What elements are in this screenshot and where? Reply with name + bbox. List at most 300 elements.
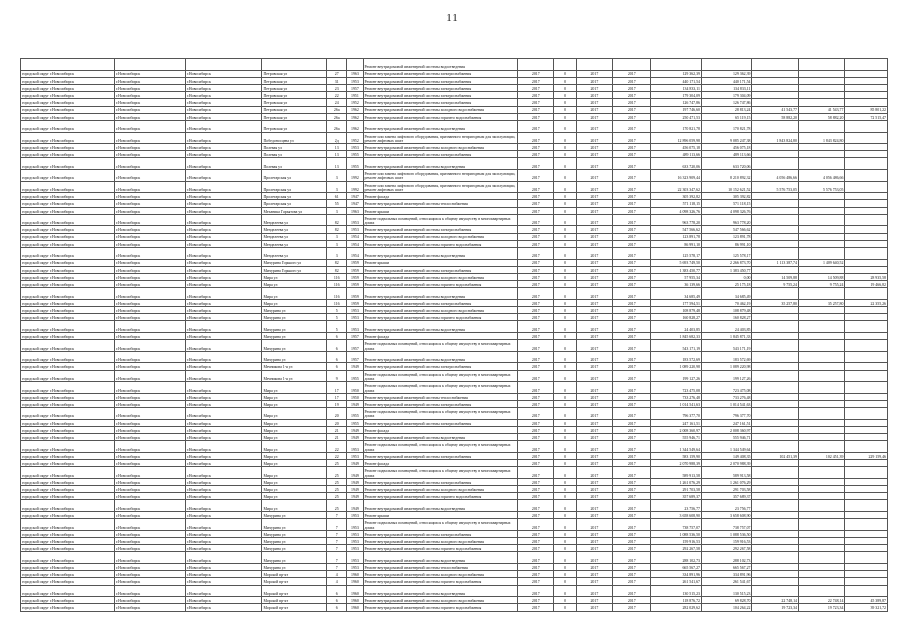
cell-year: 1959 [347,299,363,306]
cell-house: 7 [327,564,347,571]
cell-fund-cost: 123 891,78 [701,233,752,240]
cell-fund-cost: 247 161,51 [701,419,752,426]
table-row [21,321,888,333]
cell-start-year: 2017 [576,500,612,512]
cell-cost-b [798,571,844,578]
table-row [21,226,888,233]
cell-work-type: Ремонт крыши [363,207,518,214]
capital-repair-table [20,58,888,612]
cell-city: г.Новосибирск [185,382,262,394]
cell-total-cost: 183 572,69 [651,351,702,363]
table-row [21,363,888,370]
cell-start-year: 2017 [576,351,612,363]
cell-total-cost: 125 578,17 [651,247,702,259]
cell-start-year: 2017 [576,240,612,247]
cell-start-year: 2017 [576,604,612,611]
cell-work-type: Ремонт внутридомовой инженерной системы холодного водоснабжения [363,144,518,151]
cell-city: г.Новосибирск [185,151,262,158]
cell-settlement: г.Новосибирск [114,92,185,99]
cell-stage: 0 [554,170,576,182]
cell-year: 1954 [347,247,363,259]
cell-cost-b [798,99,844,106]
cell-cost-b: 35 257,80 [798,299,844,306]
cell-city: г.Новосибирск [185,441,262,453]
cell-cost-a [752,585,798,597]
cell-cost-a: 4 056 486,66 [752,170,798,182]
cell-street: Мичурина Горького ул [262,266,327,273]
table-row [21,426,888,433]
cell-street: Менделеева ул [262,240,327,247]
cell-municipality: городской округ г.Новосибирск [21,363,115,370]
cell-work-type: Ремонт внутридомовой инженерной системы водоотведения [363,288,518,300]
cell-city: г.Новосибирск [185,486,262,493]
table-row [21,84,888,91]
cell-total-cost: 357 689,37 [651,493,702,500]
cell-settlement: г.Новосибирск [114,99,185,106]
cell-start-year: 2017 [576,120,612,132]
cell-plan-year: 2017 [518,333,554,340]
cell-settlement: г.Новосибирск [114,233,185,240]
cell-settlement: г.Новосибирск [114,604,185,611]
cell-plan-year: 2017 [518,370,554,382]
cell-end-year: 2017 [613,363,651,370]
cell-cost-c [845,321,888,333]
cell-start-year: 2017 [576,181,612,193]
cell-municipality: городской округ г.Новосибирск [21,512,115,519]
cell-street: Мечникова 1-я ул [262,370,327,382]
cell-municipality: городской округ г.Новосибирск [21,226,115,233]
cell-total-cost: 723 475,08 [651,382,702,394]
cell-cost-b [798,92,844,99]
cell-end-year: 2017 [613,512,651,519]
cell-city: г.Новосибирск [185,519,262,531]
cell-total-cost: 160 828,27 [651,314,702,321]
cell-municipality: городской округ г.Новосибирск [21,77,115,84]
cell-fund-cost: 1 383 450,77 [701,266,752,273]
cell-street: Пролетарская ул [262,181,327,193]
cell-stage: 0 [554,193,576,200]
cell-plan-year: 2017 [518,500,554,512]
cell-cost-c [845,193,888,200]
cell-city: г.Новосибирск [185,132,262,144]
cell-settlement: г.Новосибирск [114,452,185,459]
cell-cost-c [845,441,888,453]
cell-start-year: 2017 [576,401,612,408]
cell-total-cost: 555 946,71 [651,434,702,441]
cell-end-year [613,59,651,71]
cell-cost-a [752,77,798,84]
cell-stage: 0 [554,578,576,585]
cell-cost-c [845,214,888,226]
cell-total-cost: 5 693 749,50 [651,259,702,266]
cell-street: Менделеева ул [262,247,327,259]
cell-plan-year: 2017 [518,226,554,233]
cell-settlement: г.Новосибирск [114,340,185,352]
cell-year: 1953 [347,530,363,537]
cell-start-year: 2017 [576,207,612,214]
cell-plan-year: 2017 [518,273,554,280]
cell-plan-year: 2017 [518,478,554,485]
cell-municipality: городской округ г.Новосибирск [21,181,115,193]
cell-street: Петровская ул [262,77,327,84]
cell-plan-year: 2017 [518,393,554,400]
cell-municipality: городской округ г.Новосибирск [21,452,115,459]
cell-house: 5 [327,314,347,321]
cell-house: 21 [327,426,347,433]
cell-cost-c [845,84,888,91]
cell-work-type: Ремонт внутридомовой инженерной системы горячего водоснабжения [363,578,518,585]
cell-cost-a [752,288,798,300]
cell-street: Мичурина ул [262,538,327,545]
cell-street: Мира ул [262,273,327,280]
cell-stage: 0 [554,351,576,363]
cell-settlement: г.Новосибирск [114,478,185,485]
cell-work-type: Ремонт внутридомовой инженерной системы электроснабжения [363,77,518,84]
cell-settlement: г.Новосибирск [114,552,185,564]
cell-end-year: 2017 [613,538,651,545]
cell-total-cost: 24 403,85 [651,321,702,333]
cell-cost-c [845,181,888,193]
cell-work-type: Ремонт крыши [363,259,518,266]
cell-work-type: Ремонт внутридомовой инженерной системы теплоснабжения [363,564,518,571]
cell-house: 5 [327,307,347,314]
cell-municipality: городской округ г.Новосибирск [21,441,115,453]
cell-settlement: г.Новосибирск [114,419,185,426]
cell-settlement: г.Новосибирск [114,321,185,333]
cell-street: Петровская ул [262,120,327,132]
table-row [21,59,888,71]
cell-stage: 0 [554,92,576,99]
cell-stage: 0 [554,408,576,420]
cell-total-cost: 456 075,18 [651,144,702,151]
cell-cost-b [798,545,844,552]
cell-total-cost: 199 127,26 [651,370,702,382]
cell-municipality: городской округ г.Новосибирск [21,340,115,352]
cell-work-type: Ремонт внутридомовой инженерной системы водоотведения [363,351,518,363]
cell-stage: 0 [554,512,576,519]
cell-city: г.Новосибирск [185,200,262,207]
cell-end-year: 2017 [613,181,651,193]
cell-year: 1949 [347,401,363,408]
cell-start-year: 2017 [576,564,612,571]
cell-year: 1953 [347,519,363,531]
cell-street: Морской пр-кт [262,571,327,578]
cell-plan-year: 2017 [518,552,554,564]
cell-municipality: городской округ г.Новосибирск [21,200,115,207]
cell-stage: 0 [554,419,576,426]
cell-work-type: Ремонт фасада [363,333,518,340]
cell-total-cost: 547 566,62 [651,226,702,233]
cell-work-type: Ремонт внутридомовой инженерной системы водоотведения [363,321,518,333]
cell-municipality: городской округ г.Новосибирск [21,571,115,578]
cell-street: Мира ул [262,408,327,420]
cell-work-type: Ремонт внутридомовой инженерной системы электроснабжения [363,401,518,408]
cell-fund-cost: 723 475,08 [701,382,752,394]
cell-cost-b [798,370,844,382]
cell-total-cost: 2 008 360,97 [651,426,702,433]
cell-cost-a [752,193,798,200]
cell-house: 26а [327,113,347,120]
cell-settlement: г.Новосибирск [114,578,185,585]
cell-plan-year: 2017 [518,408,554,420]
cell-end-year: 2017 [613,434,651,441]
cell-stage: 0 [554,564,576,571]
cell-street: Мира ул [262,281,327,288]
cell-start-year [576,59,612,71]
cell-plan-year: 2017 [518,538,554,545]
cell-settlement: г.Новосибирск [114,151,185,158]
cell-municipality [21,59,115,71]
cell-year: 1955 [347,151,363,158]
cell-plan-year: 2017 [518,132,554,144]
cell-plan-year: 2017 [518,434,554,441]
cell-settlement: г.Новосибирск [114,281,185,288]
cell-municipality: городской округ г.Новосибирск [21,144,115,151]
cell-year: 1963 [347,70,363,77]
cell-house: 3 [327,240,347,247]
cell-house: 6 [327,585,347,597]
cell-street: Пролетарская ул [262,193,327,200]
cell-street: Петровская ул [262,99,327,106]
cell-city: г.Новосибирск [185,578,262,585]
cell-municipality: городской округ г.Новосибирск [21,552,115,564]
cell-work-type: Ремонт подвальных помещений, относящихся к общему имуществу в многоквартирных домах [363,382,518,394]
cell-cost-a [752,512,798,519]
cell-total-cost: 126 747,86 [651,99,702,106]
cell-cost-c [845,478,888,485]
cell-plan-year: 2017 [518,144,554,151]
cell-year: 1953 [347,314,363,321]
cell-plan-year: 2017 [518,401,554,408]
cell-cost-b [798,486,844,493]
cell-city: г.Новосибирск [185,597,262,604]
cell-stage: 0 [554,426,576,433]
cell-city: г.Новосибирск [185,273,262,280]
cell-end-year: 2017 [613,426,651,433]
table-row [21,170,888,182]
cell-total-cost: 1 383 450,77 [651,266,702,273]
cell-end-year: 2017 [613,132,651,144]
cell-settlement: г.Новосибирск [114,530,185,537]
cell-year: 1949 [347,486,363,493]
cell-cost-c [845,545,888,552]
cell-municipality: городской округ г.Новосибирск [21,214,115,226]
table-row [21,299,888,306]
cell-stage: 0 [554,493,576,500]
cell-fund-cost: 4 098 326,76 [701,207,752,214]
cell-work-type: Ремонт внутридомовой инженерной системы электроснабжения [363,266,518,273]
cell-municipality: городской округ г.Новосибирск [21,247,115,259]
cell-municipality: городской округ г.Новосибирск [21,70,115,77]
cell-municipality: городской округ г.Новосибирск [21,419,115,426]
cell-year: 1949 [347,460,363,467]
cell-settlement: г.Новосибирск [114,170,185,182]
cell-end-year: 2017 [613,493,651,500]
cell-total-cost: 292 267,58 [651,545,702,552]
cell-settlement: г.Новосибирск [114,467,185,479]
cell-settlement: г.Новосибирск [114,393,185,400]
cell-house: 25 [327,478,347,485]
cell-cost-c [845,233,888,240]
cell-street: Мира ул [262,500,327,512]
cell-fund-cost: 125 578,17 [701,247,752,259]
cell-city: г.Новосибирск [185,571,262,578]
cell-work-type: Ремонт внутридомовой инженерной системы горячего водоснабжения [363,113,518,120]
cell-fund-cost: 261 541,67 [701,578,752,585]
cell-house: 22 [327,92,347,99]
cell-total-cost: 134 833,11 [651,84,702,91]
cell-cost-a [752,59,798,71]
cell-stage: 0 [554,120,576,132]
cell-street: Менделеева ул [262,214,327,226]
cell-city: г.Новосибирск [185,144,262,151]
cell-plan-year: 2017 [518,214,554,226]
cell-house: 25 [327,460,347,467]
cell-city: г.Новосибирск [185,120,262,132]
cell-settlement: г.Новосибирск [114,434,185,441]
cell-end-year: 2017 [613,564,651,571]
cell-work-type: Ремонт подвальных помещений, относящихся к общему имуществу в многоквартирных домах [363,441,518,453]
cell-cost-a [752,84,798,91]
cell-year: 1960 [347,597,363,604]
cell-start-year: 2017 [576,419,612,426]
cell-house: 116 [327,281,347,288]
cell-cost-c [845,578,888,585]
cell-house: 13 [327,151,347,158]
cell-plan-year: 2017 [518,585,554,597]
cell-street: Петровская ул [262,113,327,120]
cell-plan-year [518,59,554,71]
cell-plan-year: 2017 [518,170,554,182]
cell-work-type: Ремонт внутридомовой инженерной системы холодного водоснабжения [363,597,518,604]
cell-city: г.Новосибирск [185,193,262,200]
cell-stage: 0 [554,314,576,321]
cell-start-year: 2017 [576,467,612,479]
cell-street: Петровская ул [262,84,327,91]
cell-city: г.Новосибирск [185,259,262,266]
cell-cost-b [798,226,844,233]
cell-cost-a [752,351,798,363]
cell-year: 1955 [347,419,363,426]
cell-plan-year: 2017 [518,307,554,314]
cell-work-type: Ремонт внутридомовой инженерной системы водоотведения [363,158,518,170]
cell-settlement: г.Новосибирск [114,307,185,314]
cell-municipality: городской округ г.Новосибирск [21,382,115,394]
cell-municipality: городской округ г.Новосибирск [21,467,115,479]
cell-street: Петровская ул [262,106,327,113]
cell-end-year: 2017 [613,70,651,77]
cell-total-cost: 179 304,09 [651,92,702,99]
cell-plan-year: 2017 [518,288,554,300]
cell-total-cost: 1 344 549,64 [651,441,702,453]
cell-settlement: г.Новосибирск [114,585,185,597]
cell-cost-c [845,564,888,571]
cell-cost-b [798,200,844,207]
cell-stage: 0 [554,467,576,479]
cell-city: г.Новосибирск [185,170,262,182]
cell-cost-c [845,59,888,71]
cell-city: г.Новосибирск [185,340,262,352]
cell-cost-a [752,214,798,226]
cell-start-year: 2017 [576,493,612,500]
cell-end-year: 2017 [613,460,651,467]
cell-total-cost: 130 515,23 [651,585,702,597]
cell-end-year: 2017 [613,486,651,493]
table-row [21,144,888,151]
table-row [21,266,888,273]
table-row [21,333,888,340]
cell-city: г.Новосибирск [185,99,262,106]
cell-plan-year: 2017 [518,545,554,552]
cell-city: г.Новосибирск [185,207,262,214]
cell-total-cost: 282 029,62 [651,604,702,611]
cell-municipality: городской округ г.Новосибирск [21,408,115,420]
cell-fund-cost: 28 813,24 [701,106,752,113]
cell-work-type: Ремонт внутридомовой инженерной системы горячего водоснабжения [363,493,518,500]
cell-cost-b [798,70,844,77]
cell-start-year: 2017 [576,519,612,531]
cell-street: Мичурина ул [262,351,327,363]
cell-cost-b: 5 576 753,05 [798,181,844,193]
cell-total-cost: 36 139,66 [651,281,702,288]
cell-settlement: г.Новосибирск [114,120,185,132]
cell-cost-b [798,441,844,453]
cell-plan-year: 2017 [518,321,554,333]
cell-municipality: городской округ г.Новосибирск [21,434,115,441]
cell-cost-a [752,70,798,77]
cell-work-type: Ремонт или замена лифтового оборудования, признанного непригодным для эксплуатации, ремонт лифтовых шахт [363,181,518,193]
cell-total-cost: 1 088 536,50 [651,530,702,537]
cell-stage: 0 [554,363,576,370]
cell-work-type: Ремонт внутридомовой инженерной системы электроснабжения [363,530,518,537]
cell-work-type: Ремонт подвальных помещений, относящихся к общему имуществу в многоквартирных домах [363,214,518,226]
cell-street: Мира ул [262,393,327,400]
cell-municipality: городской округ г.Новосибирск [21,460,115,467]
cell-house: 3 [327,247,347,259]
cell-fund-cost: 738 757,07 [701,519,752,531]
cell-municipality: городской округ г.Новосибирск [21,538,115,545]
cell-fund-cost: 10 152 621,52 [701,181,752,193]
cell-cost-a [752,519,798,531]
cell-end-year: 2017 [613,193,651,200]
cell-city: г.Новосибирск [185,564,262,571]
cell-settlement: г.Новосибирск [114,259,185,266]
cell-settlement: г.Новосибирск [114,200,185,207]
cell-cost-c [845,401,888,408]
cell-total-cost: 571 118,15 [651,200,702,207]
cell-total-cost: 733 276,48 [651,393,702,400]
cell-settlement: г.Новосибирск [114,333,185,340]
cell-street: Полевая ул [262,151,327,158]
cell-city: г.Новосибирск [185,478,262,485]
cell-end-year: 2017 [613,452,651,459]
cell-year: 1949 [347,500,363,512]
cell-plan-year: 2017 [518,564,554,571]
cell-year: 1953 [347,441,363,453]
cell-fund-cost: 489 113,66 [701,151,752,158]
cell-cost-c: 22 355,26 [845,299,888,306]
cell-end-year: 2017 [613,321,651,333]
cell-house: 6 [327,351,347,363]
cell-street: Мира ул [262,493,327,500]
cell-cost-b [798,419,844,426]
cell-end-year: 2017 [613,585,651,597]
cell-settlement: г.Новосибирск [114,77,185,84]
cell-year [347,59,363,71]
cell-end-year: 2017 [613,207,651,214]
cell-settlement: г.Новосибирск [114,493,185,500]
cell-fund-cost: 963 778,20 [701,214,752,226]
